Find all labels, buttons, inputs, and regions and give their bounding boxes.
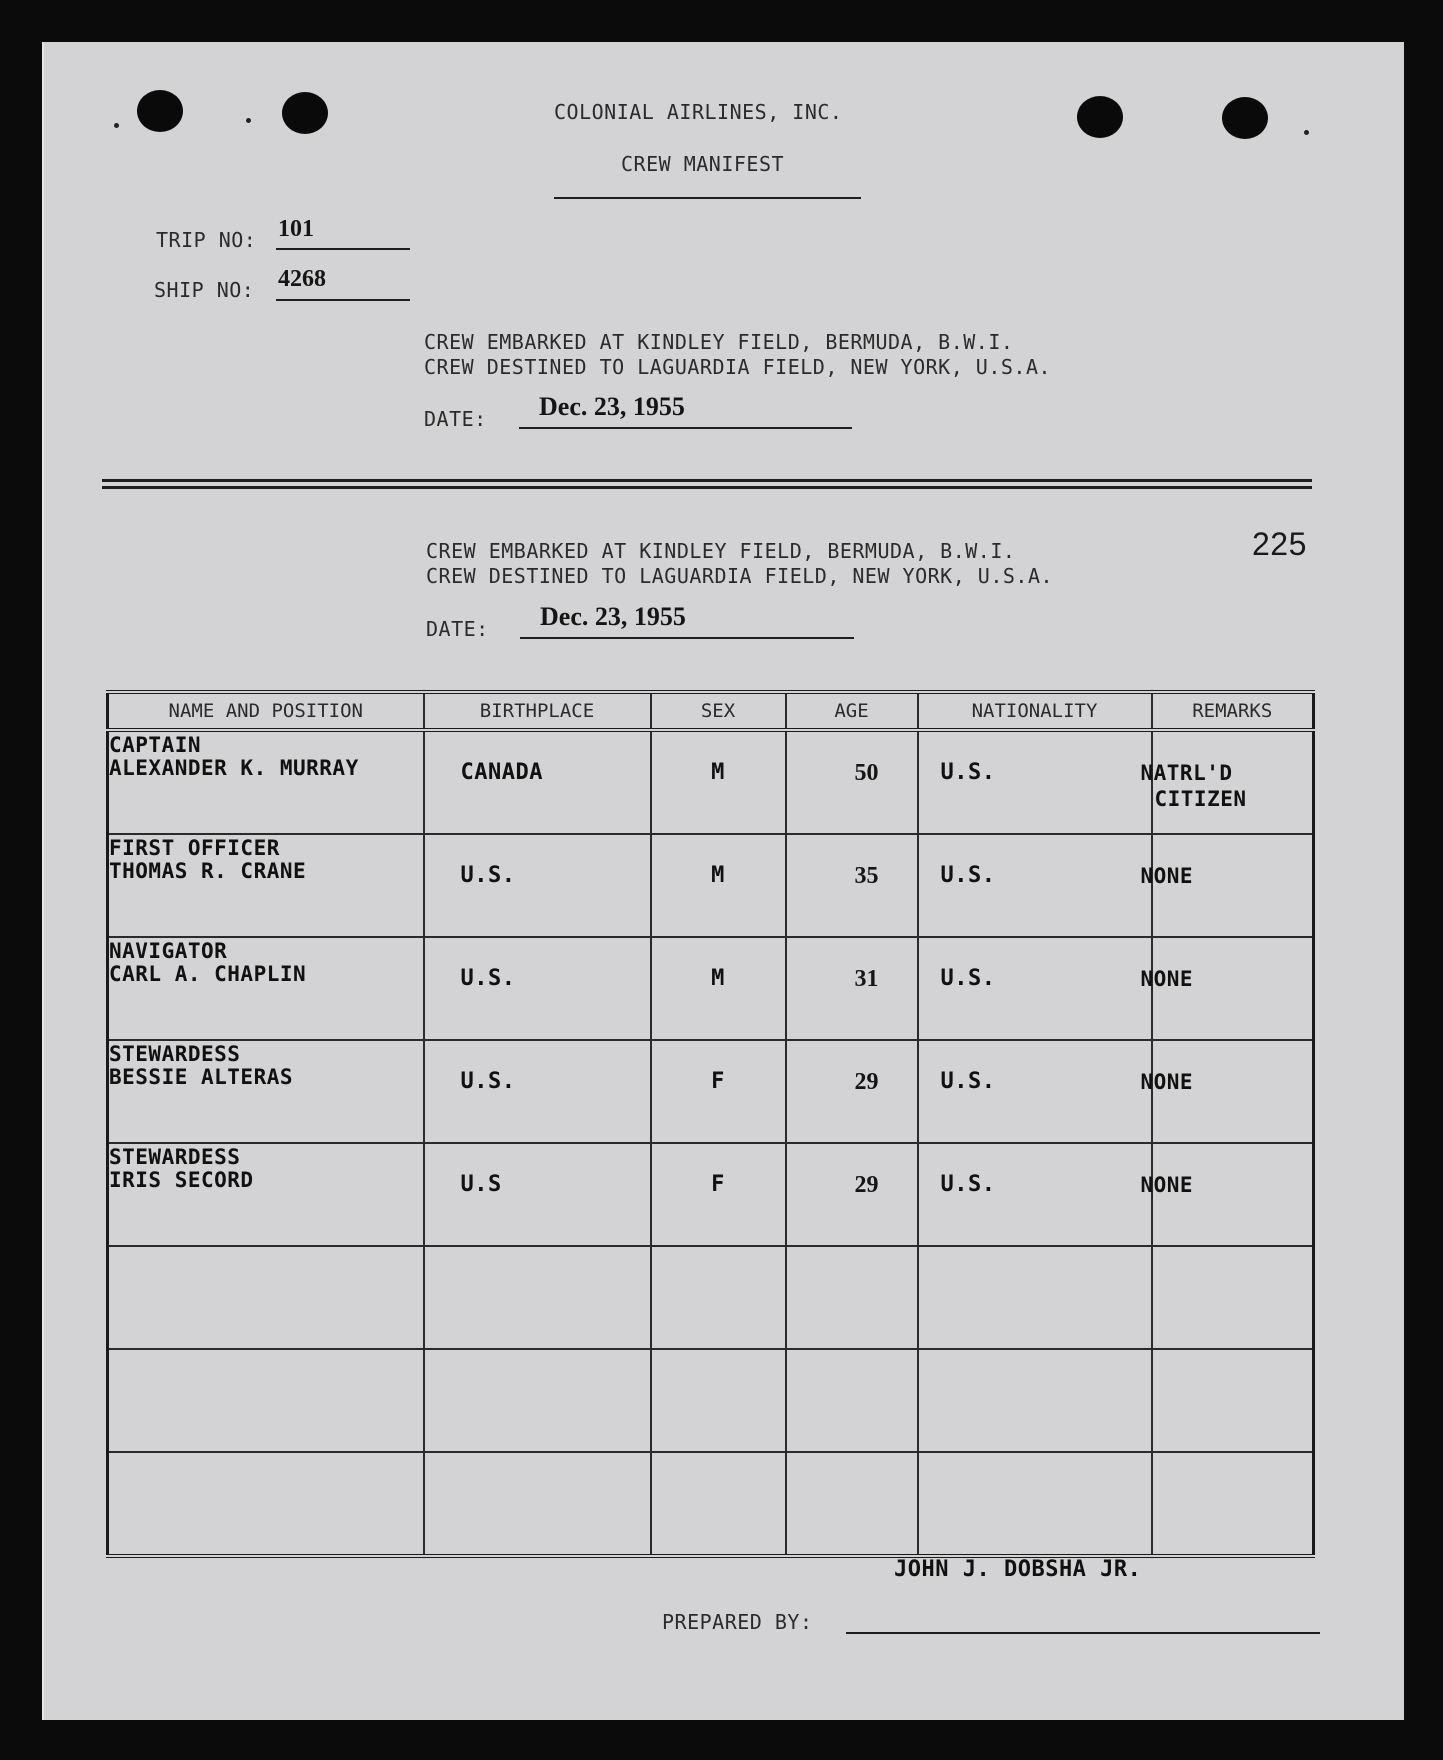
table-row <box>108 1040 1314 1143</box>
title-underline <box>554 197 861 199</box>
destined-line: CREW DESTINED TO LAGUARDIA FIELD, NEW YORK, U.S.A. <box>426 564 1054 588</box>
crew-table <box>106 690 1315 1558</box>
page-number: 225 <box>1252 526 1307 562</box>
column-header: NATIONALITY <box>918 692 1152 730</box>
age-cell: 31 <box>854 966 879 992</box>
nationality-cell: U.S. <box>940 760 996 785</box>
remarks-line: CITIZEN <box>1154 787 1247 811</box>
section-divider <box>102 486 1312 489</box>
table-row <box>108 1143 1314 1246</box>
date-label: DATE: <box>424 407 487 431</box>
date-underline <box>520 637 854 639</box>
ship-label: SHIP NO: <box>154 278 255 302</box>
birthplace-cell: U.S. <box>460 966 516 991</box>
sex-cell: F <box>711 1069 725 1094</box>
remarks-cell: NONE <box>1140 1173 1194 1197</box>
remarks-line: NATRL'D <box>1140 761 1233 785</box>
age-cell: 50 <box>854 760 879 786</box>
remarks-cell: NONE <box>1140 1070 1194 1094</box>
sex-cell: M <box>711 863 725 888</box>
crew-position: CAPTAIN <box>109 733 202 757</box>
remarks-cell <box>1141 732 1313 812</box>
crew-name: IRIS SECORD <box>109 1168 254 1192</box>
table-row <box>108 730 1314 834</box>
speck <box>114 123 119 128</box>
column-header: REMARKS <box>1152 692 1314 730</box>
ship-value: 4268 <box>278 266 326 292</box>
prepared-by-label: PREPARED BY: <box>662 1610 813 1634</box>
sex-cell: M <box>711 760 725 785</box>
speck <box>246 118 251 123</box>
signature-line <box>846 1632 1320 1634</box>
age-cell: 29 <box>854 1069 879 1095</box>
crew-position: STEWARDESS <box>109 1042 241 1066</box>
table-row <box>108 937 1314 1040</box>
destined-line: CREW DESTINED TO LAGUARDIA FIELD, NEW YORK, U.S.A. <box>424 355 1052 379</box>
date-value: Dec. 23, 1955 <box>540 602 686 631</box>
birthplace-cell: CANADA <box>460 760 543 785</box>
nationality-cell: U.S. <box>940 966 996 991</box>
sex-cell: F <box>711 1172 725 1197</box>
remarks-cell: NONE <box>1140 864 1194 888</box>
punch-hole <box>1077 96 1123 138</box>
ship-underline <box>276 299 410 301</box>
punch-hole <box>282 92 328 134</box>
trip-label: TRIP NO: <box>156 228 257 252</box>
punch-hole <box>137 90 183 132</box>
preparer-name: JOHN J. DOBSHA JR. <box>894 1557 1142 1582</box>
speck <box>1304 130 1309 135</box>
sex-cell: M <box>711 966 725 991</box>
birthplace-cell: U.S <box>460 1172 502 1197</box>
crew-name: BESSIE ALTERAS <box>109 1065 294 1089</box>
company-name: COLONIAL AIRLINES, INC. <box>554 100 843 124</box>
date-value: Dec. 23, 1955 <box>539 392 685 421</box>
crew-name: THOMAS R. CRANE <box>109 859 307 883</box>
birthplace-cell: U.S. <box>460 1069 516 1094</box>
column-header: BIRTHPLACE <box>424 692 651 730</box>
table-row <box>108 834 1314 937</box>
remarks-cell: NONE <box>1140 967 1194 991</box>
column-header: NAME AND POSITION <box>108 692 424 730</box>
crew-position: STEWARDESS <box>109 1145 241 1169</box>
nationality-cell: U.S. <box>940 1069 996 1094</box>
crew-name: CARL A. CHAPLIN <box>109 962 307 986</box>
crew-position: FIRST OFFICER <box>109 836 280 860</box>
column-header: SEX <box>651 692 786 730</box>
crew-position: NAVIGATOR <box>109 939 228 963</box>
birthplace-cell: U.S. <box>460 863 516 888</box>
punch-hole <box>1222 97 1268 139</box>
section-divider <box>102 479 1312 482</box>
age-cell: 35 <box>854 863 879 889</box>
document-title: CREW MANIFEST <box>621 152 785 176</box>
trip-underline <box>276 248 410 250</box>
nationality-cell: U.S. <box>940 863 996 888</box>
embarked-line: CREW EMBARKED AT KINDLEY FIELD, BERMUDA, B.W.I. <box>424 330 1014 354</box>
age-cell: 29 <box>854 1172 879 1198</box>
date-underline <box>519 427 852 429</box>
nationality-cell: U.S. <box>940 1172 996 1197</box>
table-header-row <box>108 692 1314 730</box>
document-page <box>42 42 1404 1720</box>
trip-value: 101 <box>278 216 314 242</box>
empty-table-row <box>108 1349 1314 1452</box>
crew-name: ALEXANDER K. MURRAY <box>109 756 359 780</box>
date-label: DATE: <box>426 617 489 641</box>
column-header: AGE <box>786 692 918 730</box>
empty-table-row <box>108 1246 1314 1349</box>
embarked-line: CREW EMBARKED AT KINDLEY FIELD, BERMUDA, B.W.I. <box>426 539 1016 563</box>
empty-table-row <box>108 1452 1314 1556</box>
